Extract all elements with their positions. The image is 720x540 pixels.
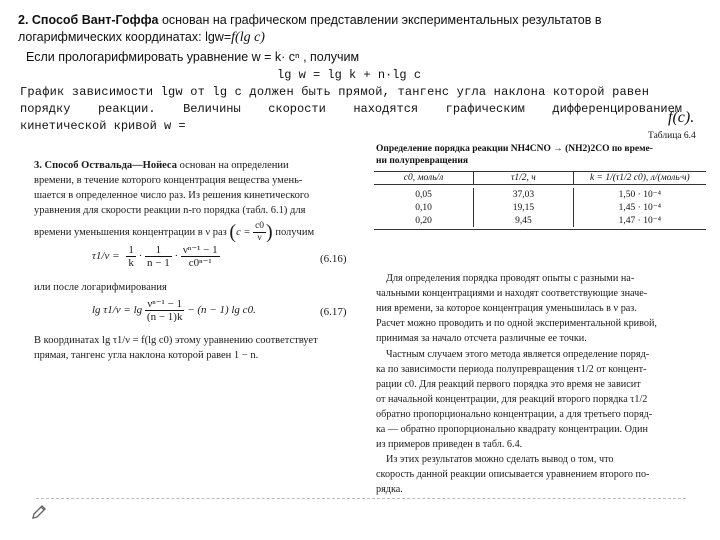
header-formula-fc: f(c). bbox=[668, 109, 695, 126]
footer-separator bbox=[36, 498, 686, 499]
equation-6-17: lg τ1/ν = lg $\frac{\text{νⁿ⁻¹ − 1}}{(n - 1)k}$ − (n − 1) lg c0. bbox=[92, 298, 256, 323]
table-title-line-1: Определение порядка реакции NH4CNO → (NH2)2CO по време- bbox=[376, 144, 653, 154]
equation-6-16: τ1/ν = $\frac{1}{k}$ · $\frac{1}{n - 1}$ · $\frac{\text{νⁿ⁻¹ − 1}}{\text{c0ⁿ⁻¹}}$ bbox=[92, 244, 218, 269]
equation-6-17-number: (6.17) bbox=[320, 306, 347, 318]
equation-6-16-number: (6.16) bbox=[320, 253, 347, 265]
left-para-1-line-2: времени, в течение которого концентрация вещества умень- bbox=[34, 175, 303, 186]
header-equation: lg w = lg k + n·lg c bbox=[277, 68, 422, 82]
left-para-1-line-5: времени уменьшения концентрации в ν раз (c = $\frac{c0}{\nu}$ ) получим bbox=[34, 220, 315, 243]
header-line-1: 2. Способ Вант-Гоффа основан на графическом представлении экспериментальных результатов в bbox=[18, 13, 602, 27]
header-line-5: График зависимости lgw от lg c должен быть прямой, тангенс угла наклона которой равен bbox=[20, 85, 650, 99]
header-line-6: порядку реакции. Величины скорости находятся графическим дифференцированием bbox=[20, 102, 682, 116]
left-para-2-line-2: прямая, тангенс угла наклона которой равен 1 − n. bbox=[34, 350, 259, 361]
half-life-table bbox=[374, 171, 706, 230]
after-log-text: или после логарифмирования bbox=[34, 282, 167, 293]
table-label: Таблица 6.4 bbox=[648, 131, 696, 141]
header-line-7: кинетической кривой w = bbox=[20, 119, 186, 133]
table-row: 0,05 37,03 1,50 · 10⁻⁴ bbox=[374, 188, 706, 201]
left-para-1-line-1: 3. Способ Оствальда—Нойеса основан на определении bbox=[34, 160, 289, 171]
header-line-2: логарифмических координатах: lgw=f(lg c) bbox=[18, 30, 265, 45]
left-para-1-line-3: шается в определенное число раз. Из решения кинетического bbox=[34, 190, 310, 201]
right-para-3: Из этих результатов можно сделать вывод о том, что скорость данной реакции описывается уравнением второго по- рядка. bbox=[376, 454, 650, 495]
table-title-line-2: ни полупревращения bbox=[376, 156, 468, 166]
ratio-c0-nu: $\frac{c0}{\nu}$ bbox=[255, 221, 265, 243]
right-para-1: Для определения порядка проводят опыты с разными на- чальными концентрациями и находят соответствующие значе- ния времени, за которое концентрация уменьшилась в ν раз. Расчет можно проводить и по одной экспериментальной кривой, принимая за начало отсчета различные ее точки. bbox=[376, 273, 657, 344]
table-header-row: c0, моль/л τ1/2, ч k = 1/(τ1/2 c0), л/(моль·ч) bbox=[374, 172, 706, 184]
left-para-2-line-1: В координатах lg τ1/ν = f(lg c0) этому уравнению соответствует bbox=[34, 335, 318, 346]
ostwald-title: 3. Способ Оствальда—Нойеса bbox=[34, 160, 177, 171]
header-line-3: Если прологарифмировать уравнение w = k· cⁿ , получим bbox=[26, 50, 360, 64]
right-para-2: Частным случаем этого метода является определение поряд- ка по зависимости периода полупревращения τ1/2 от концент- рации c0. Для реакций первого порядка это время не зависит от начальной концентрации, для реакций второго порядка τ1/2 обратно пропорционально концентрации, а для третьего поряд- ка — обратно пропорционально квадрату концентрации. Один из примеров приведен в табл. 6.4. bbox=[376, 349, 653, 450]
pencil-icon[interactable] bbox=[30, 503, 48, 521]
method-title: 2. Способ Вант-Гоффа bbox=[18, 13, 159, 27]
left-para-1-line-4: уравнения для скорости реакции n-го порядка (табл. 6.1) для bbox=[34, 205, 306, 216]
table-row: 0,10 19,15 1,45 · 10⁻⁴ bbox=[374, 201, 706, 214]
table-row: 0,20 9,45 1,47 · 10⁻⁴ bbox=[374, 214, 706, 227]
